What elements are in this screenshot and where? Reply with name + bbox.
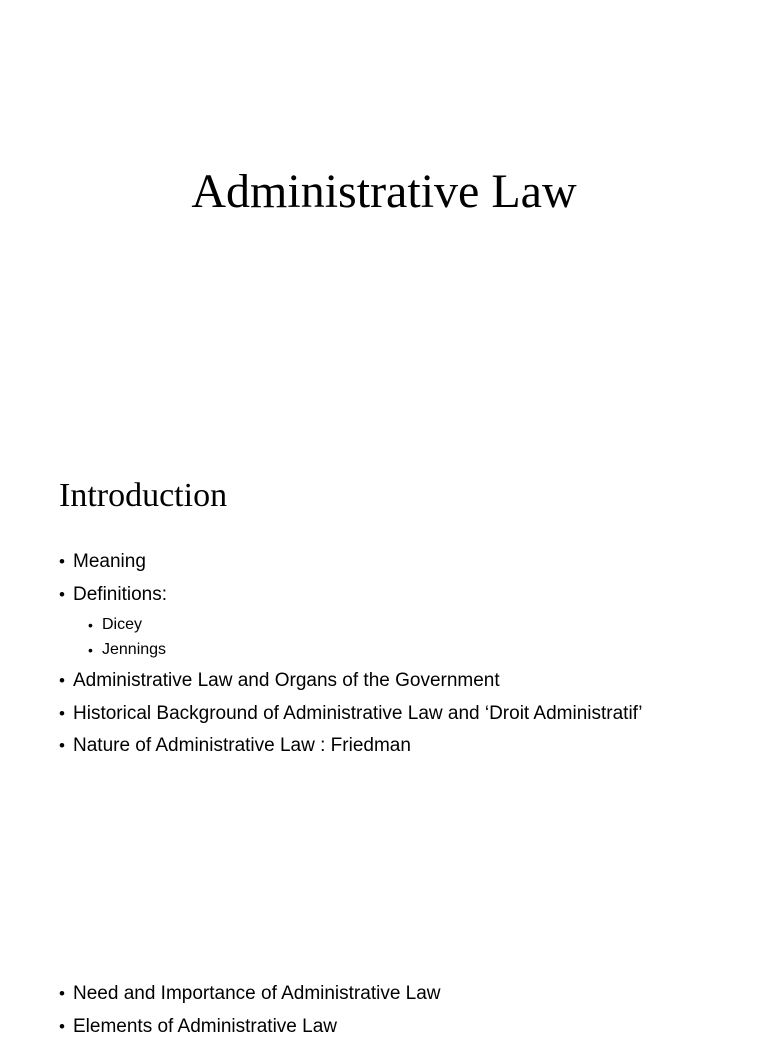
bullet-item: • Need and Importance of Administrative Law	[59, 982, 441, 1005]
bullet-item: • Definitions:	[59, 583, 643, 606]
bullet-item: • Meaning	[59, 550, 643, 573]
slide-continued	[0, 864, 768, 1037]
sub-bullet-item: • Dicey	[88, 615, 643, 635]
slide-introduction	[0, 432, 768, 864]
bullet-item: • Historical Background of Administrative Law and ‘Droit Administratif’	[59, 702, 643, 725]
slide-title	[0, 0, 768, 432]
slide-title-text: Administrative Law	[191, 165, 577, 218]
sub-bullet-item: • Jennings	[88, 640, 643, 660]
bullet-item: • Elements of Administrative Law	[59, 1015, 441, 1038]
bullet-item: • Administrative Law and Organs of the Government	[59, 669, 643, 692]
bullet-list	[59, 550, 643, 767]
bullet-item: • Nature of Administrative Law : Friedman	[59, 734, 643, 757]
bullet-list	[59, 982, 441, 1047]
slide-heading: Introduction	[59, 477, 228, 514]
